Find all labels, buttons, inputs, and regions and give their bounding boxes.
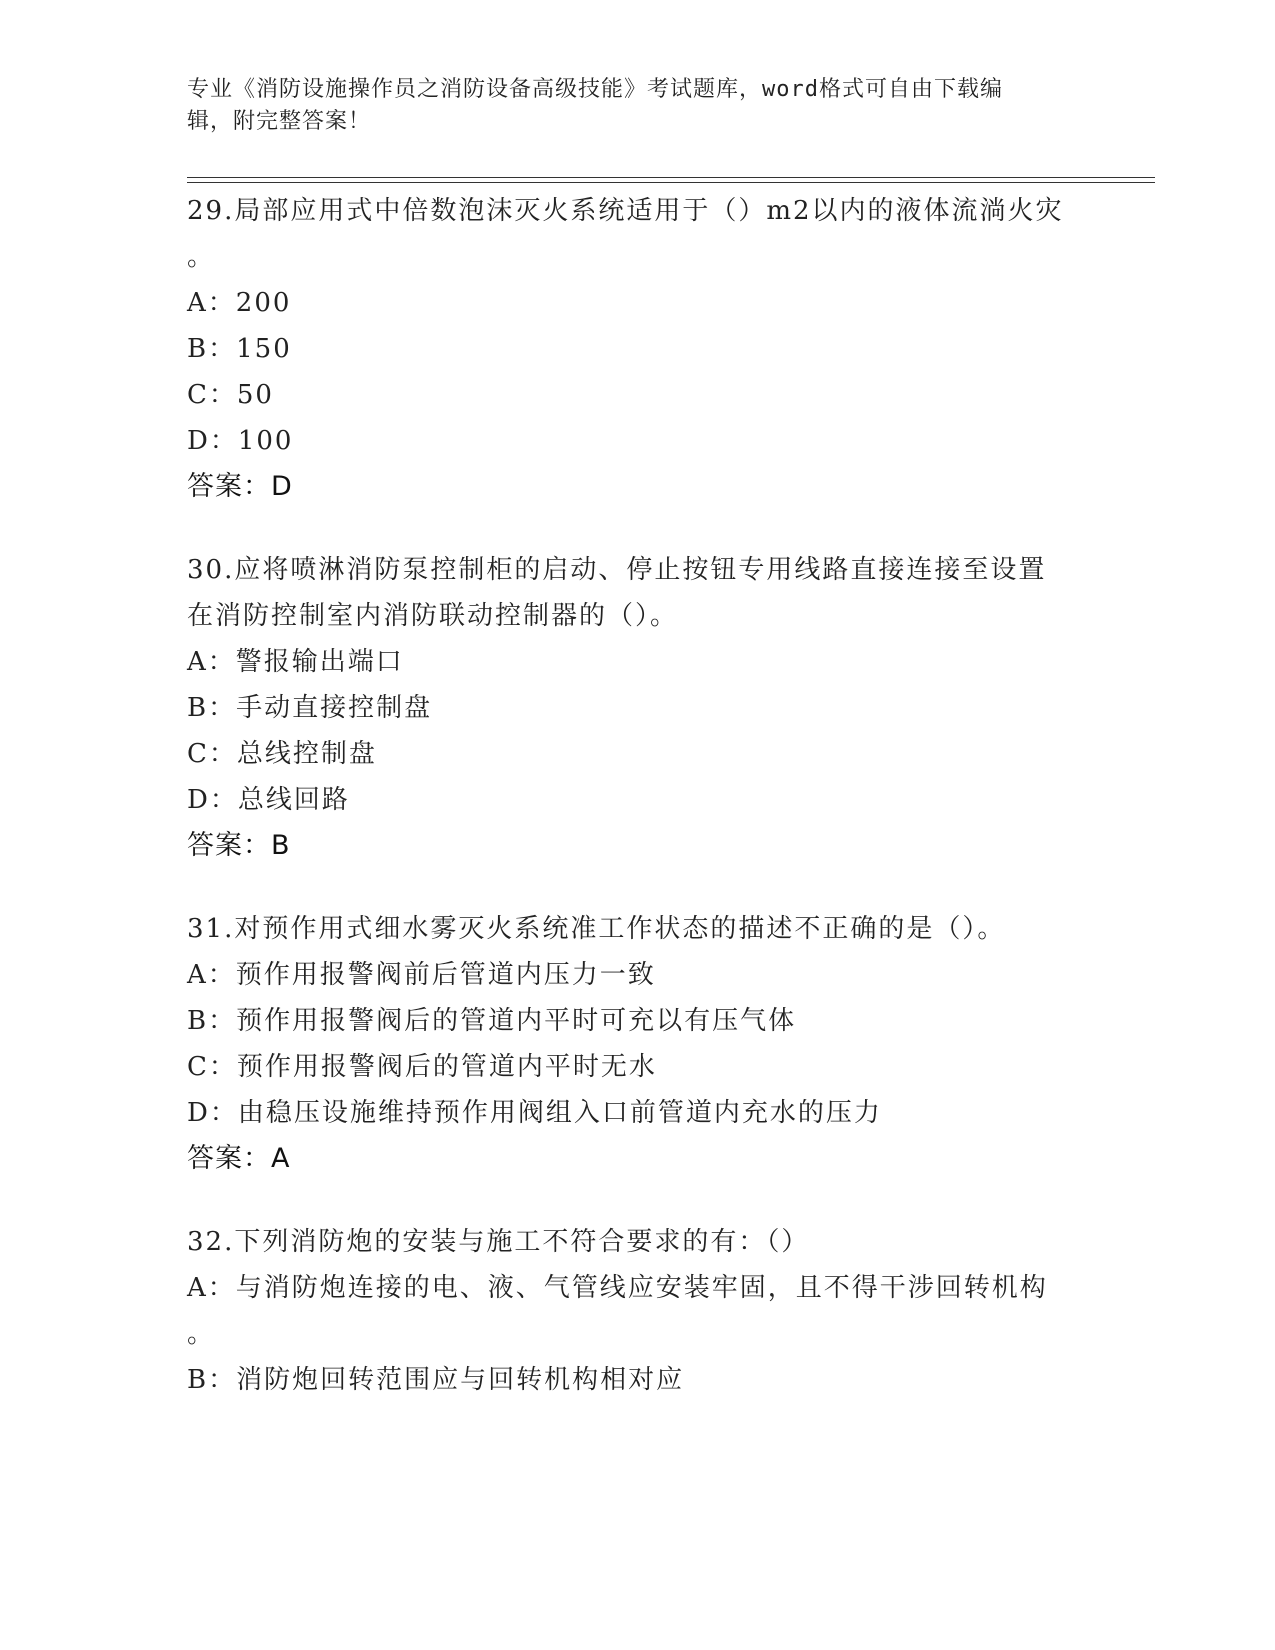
option-b: B：手动直接控制盘 xyxy=(187,693,433,723)
option-a-continued: 。 xyxy=(187,1319,216,1349)
question-31 xyxy=(187,906,1087,1182)
header-divider-bottom xyxy=(187,182,1155,183)
answer-line: 答案：A xyxy=(187,1143,291,1174)
option-a: A：警报输出端口 xyxy=(187,647,404,677)
question-list xyxy=(187,188,1087,1440)
option-c: C：预作用报警阀后的管道内平时无水 xyxy=(187,1052,657,1082)
header-line-1: 专业《消防设施操作员之消防设备高级技能》考试题库，word格式可自由下载编 xyxy=(187,77,1003,102)
question-stem: 29.局部应用式中倍数泡沫灭火系统适用于（）m2以内的液体流淌火灾 xyxy=(187,196,1064,226)
option-a: A：与消防炮连接的电、液、气管线应安装牢固，且不得干涉回转机构 xyxy=(187,1273,1048,1303)
question-stem: 32.下列消防炮的安装与施工不符合要求的有：（） xyxy=(187,1227,810,1257)
option-b: B：消防炮回转范围应与回转机构相对应 xyxy=(187,1365,685,1395)
question-30 xyxy=(187,547,1087,869)
header-line-2: 辑，附完整答案！ xyxy=(187,109,372,134)
question-32 xyxy=(187,1219,1087,1403)
question-stem-continued: 在消防控制室内消防联动控制器的（）。 xyxy=(187,601,679,631)
option-a: A：200 xyxy=(187,288,292,318)
option-c: C：总线控制盘 xyxy=(187,739,377,769)
document-header xyxy=(187,74,1087,138)
question-29 xyxy=(187,188,1087,510)
option-a: A：预作用报警阀前后管道内压力一致 xyxy=(187,960,656,990)
option-b: B：150 xyxy=(187,334,292,364)
answer-line: 答案：B xyxy=(187,830,291,861)
option-d: D：总线回路 xyxy=(187,785,350,815)
option-d: D：由稳压设施维持预作用阀组入口前管道内充水的压力 xyxy=(187,1098,882,1128)
option-d: D：100 xyxy=(187,426,294,456)
option-c: C：50 xyxy=(187,380,274,410)
question-stem-continued: 。 xyxy=(187,242,216,272)
header-divider-top xyxy=(187,177,1155,178)
answer-line: 答案：D xyxy=(187,471,293,502)
question-stem: 30.应将喷淋消防泵控制柜的启动、停止按钮专用线路直接连接至设置 xyxy=(187,555,1047,585)
question-stem: 31.对预作用式细水雾灭火系统准工作状态的描述不正确的是（）。 xyxy=(187,914,1006,944)
option-b: B：预作用报警阀后的管道内平时可充以有压气体 xyxy=(187,1006,797,1036)
